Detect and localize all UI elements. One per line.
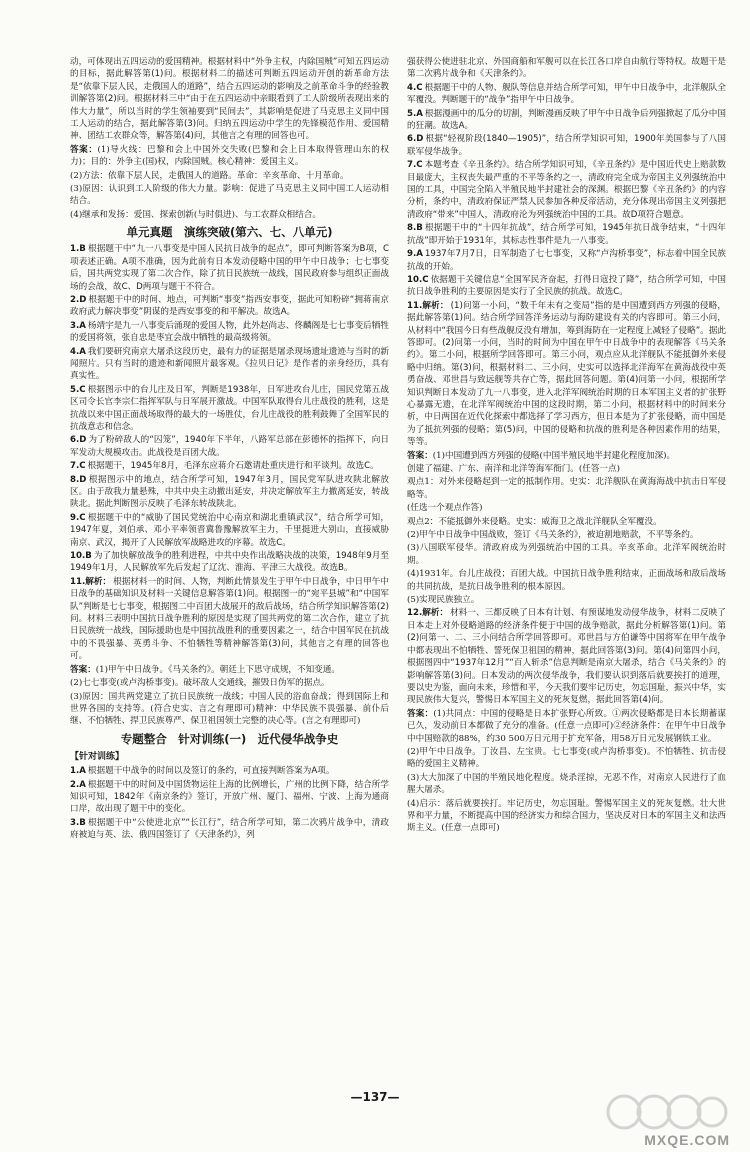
question-number: 9.C [70,512,86,523]
question-explanation: 根据题干中的时间、地点，可判断“事变”指西安事变，据此可知粉碎“拥蒋南京政府武力解决事变”阴谋的是西安事变的和平解决。故选A。 [70,294,389,318]
section-title: 单元真题 演练突破(第六、七、八单元) [126,225,333,240]
question-item [70,434,389,459]
answer-text: (5)实现民族独立。 [407,595,480,606]
answer-text: (1)导火线：巴黎和会上中国外交失败(巴黎和会上日本取得管理山东的权力)；目的：外争主(国)权，内除国贼。核心精神：爱国主义。 [70,144,389,168]
answer-text: (2)方法：依靠下层人民，走俄国人的道路。革命：辛亥革命、十月革命。 [70,170,349,181]
answer-label: 答案： [407,708,434,719]
question-number: 11.解析： [70,576,112,587]
question-explanation: 根据题干中的“十四年抗战”，结合所学可知，1945年抗日战争结束，“十四年抗战”即开始于1931年，其标志性事件是九一八事变。 [407,223,726,246]
answer-item [70,677,389,689]
answer-text: (4)继承和发扬：爱国、探索创新(与时俱进)、与工农群众相结合。 [70,209,321,220]
answer-item [70,170,389,182]
answer-item [407,450,726,462]
answer-item [407,542,726,567]
question-explanation: 根据题干中的时间及中国货物运往上海的比例增长，广州的比例下降，结合所学知识可知，1842年《南京条约》签订，开放广州、厦门、福州、宁波、上海为通商口岸，故出现了题干中的变化。 [70,779,389,815]
question-explanation: 为了粉碎敌人的“囚笼”，1940年下半年，八路军总部在彭德怀的指挥下，向日军发动大规模攻击。此战役是百团大战。 [70,435,389,458]
answer-text: (3)大大加深了中国的半殖民地化程度。烧杀淫掠，无恶不作，对南京人民进行了血腥大屠杀。 [407,772,726,796]
question-explanation: 材料一、三都反映了日本有计划、有预谋地发动侵华战争，材料二反映了日本走上对外侵略道路的经济条件便于中国的战争赔款，据此分析解答第(1)问。第(2)问第一、二、三小问结合所学回答即可。邓世昌与方伯谦等中国将军在甲午战争中都表现出不怕牺牲、誓死保卫祖国的精神，据此回答第(3)问。第(4)问第四小问，根据图四中“1937年12月”“百人斩杀”信息判断是南京大屠杀，结合《马关条约》的影响解答第(3)问。日本发动的两次侵华战争，我们要认识到落后就要挨打的道理，要以史为鉴，面向未来，珍惜和平，今天我们要牢记历史，勿忘国耻，振兴中华，实现民族伟大复兴，警惕日本军国主义的死灰复燃，据此回答第(4)问。 [407,608,726,706]
question-item [407,607,726,706]
question-number: 7.C [70,461,86,472]
question-number: 1.A [70,766,86,777]
question-item [407,248,726,273]
question-item [70,243,389,293]
question-item [70,460,389,472]
question-explanation: 根据题干，1945年8月，毛泽东应蒋介石邀请赴重庆进行和平谈判。故选C。 [87,461,379,472]
answer-text: 观点2：不能抵御外来侵略。史实：威海卫之战北洋舰队全军覆没。 [407,516,662,527]
question-item [70,576,389,663]
answer-text: (1)中国遭到西方列强的侵略(中国半殖民地半封建化程度加深)。 [432,450,676,461]
answer-text: (任选一个观点作答) [407,503,483,514]
answer-item [407,798,726,835]
question-explanation: 依据题干关键信息“全国军民齐奋起，打得日寇投了降”，结合所学可知，中国抗日战争胜利的主要原因是实行了全民族的抗战。故选C。 [407,274,726,298]
question-number: 6.D [70,435,87,446]
question-item [70,765,389,777]
question-explanation: (1)问第一小问，“数千年未有之变局”指的是中国遭到西方列强的侵略，据此解答第(1)问。结合所学回答洋务运动与海防建设有关的内容即可。第三小问，从材料中“我国今日有些战舰反没有增加，筹到海防在一定程度上减轻了侵略”。据此答即可。(2)问第一小问，当时的时间为中国在甲午中日战争中的表现解答《马关条约》。第二小问，根据所学回答即可。第三小问，观点应从北洋舰队不能抵御外来侵略中归纳。第(3)问，根据材料二、三小问，史实可以选择北洋海军在黄海战役中英勇奋战、邓世昌与致远舰等共存亡等，据此回答问题。第(4)问第一小问，根据所学知识判断日本发动了九一八事变，进入北洋军阀统治时期的日本军国主义者的扩张野心暴露无遗，在北洋军阀统治中国的这段时期，第二小问，根据材料中的时间来分析，中日两国在近代化探索中都选择了学习西方，但日本是为了扩张侵略，而中国是为了抵抗列强的侵略；第(5)问，中国的侵略和抗战的胜利是各种因素作用的结果，等等。 [407,300,726,448]
question-explanation: 根据“轻视阶段(1840—1905)”，结合所学知识可知，1900年美国参与了八国联军侵华战争。 [407,134,726,157]
question-explanation: 根据题干中“九一八事变是中国人民抗日战争的起点”，即可判断答案为B项，C项表述正确。A项不准确，因为此前有日本发动侵略中国的甲午中日战争；七七事变后，国共两党实现了第二次合作，除了抗日民族统一战线，国民政府参与组织正面战场的会战，故C、D两项与题干不符合。 [70,244,389,292]
answer-item [70,183,389,208]
question-item [407,274,726,299]
answer-item [407,772,726,797]
question-explanation: 1937年7月7日，日军制造了七七事变，又称“卢沟桥事变”，标志着中国全民族抗战的开始。 [407,249,726,272]
question-item [407,82,726,107]
answer-item [407,476,726,501]
question-number: 10.B [70,551,92,562]
question-item [407,133,726,158]
question-item [407,108,726,133]
answer-item [70,664,389,676]
section-title: 专题整合 针对训练(一) 近代侵华战争史 [120,731,339,746]
answer-text: (1)甲午中日战争。《马关条约》。朝廷上下思守成规，不知变通。 [95,664,340,675]
answer-text: (2)甲午中日战争中国战败，签订《马关条约》，被迫割地赔款，不平等条约。 [407,530,699,541]
answer-text: (3)原因：认识到工人阶级的伟大力量。影响：促进了马克思主义同中国工人运动相结合。 [70,184,389,207]
question-explanation: 根据图示中的地点，结合所学可知，1947年3月，国民党军队进攻陕北解放区。由于敌我力量悬殊，中共中央主动撤出延安，并决定解放军主力撤离延安，转战陕北。据此判断图示反映了毛泽东转战陕北。 [70,474,389,510]
question-number: 2.A [70,779,86,790]
answer-text: (3)八国联军侵华。清政府成为列强统治中国的工具。辛亥革命。北洋军阀统治时期。 [407,543,726,566]
section-tag: 【针对训练】 [70,751,125,762]
question-number: 4.C [407,82,423,93]
question-item [70,550,389,575]
answer-item [70,691,389,728]
paragraph: 强获得公使进驻北京、外国商船和军舰可以在长江各口岸自由航行等特权。故题干是第二次鸦片战争和《天津条约》。 [407,57,726,80]
two-column-body [70,56,726,1096]
question-number: 5.A [407,108,423,119]
watermark-text: MXQE.COM [644,1132,730,1148]
question-item [70,512,389,549]
answer-text: 观点1：对外来侵略起到一定的抵制作用。史实：北洋舰队在黄海海战中抗击日军侵略等。 [407,477,726,500]
question-explanation: 根据图示中的台儿庄及日军，判断是1938年，日军进攻台儿庄，国民党第五战区司令长官李宗仁指挥军队与日军展开激战。中国军队取得台儿庄战役的胜利，这是抗战以来中国正面战场取得的最大的一场胜仗，台儿庄战役的胜利鼓舞了全国军民的抗战意志和信念。 [70,384,389,432]
question-explanation: 我们要研究南京大屠杀这段历史，最有力的证据是屠杀现场遗址遗迹与当时的新闻照片。只有当时的遗迹和新闻照片最客观。《拉贝日记》是作者的亲身经历，具有真实性。 [70,346,389,382]
question-number: 2.D [70,294,87,305]
answer-item [407,502,726,514]
question-explanation: 为了加快解放战争的胜利进程，中共中央作出战略决战的决策，1948年9月至1949年1月，人民解放军先后发起了辽沈、淮海、平津三大战役。故选B。 [70,551,389,574]
answer-label: 答案： [407,450,433,461]
answer-text: (4)启示：落后就要挨打。牢记历史，勿忘国耻。警惕军国主义的死灰复燃。壮大世界和平力量，不断提高中国的经济实力和综合国力，坚决反对日本的军国主义和法西斯主义。(任意一点即可) [407,798,726,834]
question-number: 3.A [70,320,86,331]
question-number: 5.C [70,384,86,395]
answer-item [407,708,726,745]
question-item [70,474,389,511]
answer-label: 答案： [70,664,96,675]
question-item [70,346,389,383]
question-number: 8.D [70,474,87,485]
question-number: 3.B [70,817,86,828]
question-explanation: 根据漫画中的瓜分的切割，判断漫画反映了甲午中日战争后列强掀起了瓜分中国的狂潮。故选A。 [407,108,726,132]
answer-item [70,209,389,221]
question-number: 9.A [407,249,423,260]
page-number: —137— [350,1090,400,1104]
left-column [70,56,389,1096]
question-explanation: 本题考查《辛丑条约》。结合所学知识可知，《辛丑条约》是中国近代史上赔款数目最庞大，主权丧失最严重的不平等条约之一，清政府完全成为帝国主义列强统治中国的工具，中国完全陷入半殖民地半封建社会的深渊。根据巴黎《辛丑条约》的内容分析，条约中，清政府保证严禁人民参加各种反帝活动，充分体现出帝国主义列强把清政府“带来”中国人，清政府沦为列强统治中国的工具。故D项符合题意。 [407,160,726,220]
question-explanation: 根据题干中“公使进北京”“长江行”，结合所学可知，第二次鸦片战争中，清政府被迫与英、法、俄四国签订了《天津条约》，列 [70,817,389,841]
answer-text: (2)七七事变(或卢沟桥事变)。破坏敌人交通线，摧毁日伪军的据点。 [70,678,330,689]
right-column [407,56,726,1096]
paragraph: 动，可体现出五四运动的爱国精神。根据材料中“外争主权，内除国贼”可知五四运动的目标，据此解答第(1)问。根据材料二的描述可判断五四运动开创的新革命方法是“依靠下层人民，走俄国人的道路”，结合五四运动的影响及之前革命斗争的经验教训解答第(2)问。根据材料三中“由于在五四运动中亲眼看到了工人阶级所表现出来的伟大力量”，所以当时的学生领袖要到“民间去”，其影响是促进了马克思主义同中国工人运动的结合，据此解答第(3)问。归纳五四运动中学生的先锋模范作用、爱国精神、团结工农群众等，解答第(4)问，其他言之有理的回答也可。 [70,57,389,142]
answer-text: (4)1931年。台儿庄战役；百团大战。中国抗日战争胜利结束，正面战场和敌后战场的共同抗战，是抗日战争胜利的根本原因。 [407,569,726,592]
answer-text: (1)共同点：中国的侵略是日本扩张野心所致。①两次侵略都是日本长期蓄谋已久，发动前日本都做了充分的准备。(任意一点即可)②经济条件：在甲午中日战争中中国赔款的88%，约30 500万日元用于扩充军备，用58万日元发展钢铁工业。 [407,708,726,744]
question-number: 11.解析： [407,300,449,311]
answer-item [407,568,726,593]
question-explanation: 根据题干中的人物、舰队等信息并结合所学可知，甲午中日战争中，北洋舰队全军覆没。判断题干的“战争”指甲午中日战争。 [407,82,726,106]
question-explanation: 杨靖宇是九一八事变后涌现的爱国人物，此外赵尚志、佟麟阁是七七事变后牺牲的爱国将领，张自忠是枣宜会战中牺牲的最高级将领。 [70,320,389,344]
answer-item [407,516,726,528]
question-number: 10.C [407,274,429,285]
answer-item [407,463,726,475]
question-number: 12.解析： [407,608,449,619]
question-item [407,159,726,221]
question-number: 1.B [70,244,86,255]
answer-label: 答案： [70,144,98,155]
question-explanation: 根据题干中战争的时间以及签订的条约，可直接判断答案为A项。 [87,766,335,777]
question-number: 7.C [407,160,423,171]
question-item [407,222,726,247]
question-item [70,320,389,345]
question-item [70,779,389,816]
answer-item [70,144,389,169]
question-item [407,300,726,449]
question-explanation: 根据题干中的“威胁了国民党统治中心南京和湖北重镇武汉”，结合所学可知，1947年夏，刘伯承、邓小平率领晋冀鲁豫解放军主力，千里挺进大别山，直接威胁南京、武汉，揭开了人民解放军战略进攻的序幕。故选C。 [70,512,389,548]
answer-text: (2)甲午中日战争。丁汝昌、左宝贵。七七事变(或卢沟桥事变)。不怕牺牲、抗击侵略的爱国主义精神。 [407,746,726,770]
question-item [70,294,389,319]
answer-item [407,594,726,606]
question-number: 8.B [407,223,423,234]
answer-text: (3)原因：国共两党建立了抗日民族统一战线；中国人民的浴血奋战；得到国际上和世界各国的支持等。(符合史实、言之有理即可)精神：中华民族不畏强暴、前仆后继、不怕牺牲、捍卫民族尊严、保卫祖国领土完整的决心等。(言之有理即可) [70,691,389,727]
answer-text: 创建了福建、广东、南洋和北洋等海军衙门。(任答一点) [407,464,620,474]
question-number: 4.A [70,346,86,357]
question-item [70,384,389,434]
question-number: 6.D [407,134,424,145]
question-explanation: 根据材料一的时间、人物，判断此情景发生于甲午中日战争，中日甲午中日战争的基础知识及材料一关键信息解答第(1)问。根据图一的“宛平县城”和“中国军队”判断是七七事变，根据图二中百团大战展开的敌后战场，结合所学知识解答第(2)问。材料三表明中国抗日战争胜利的原因是实现了国共两党的第二次合作，建立了抗日民族统一战线，国际援助也是中国抗战胜利的重要因素之一，结合中国军民在抗战中的不畏强暴、英勇斗争、不怕牺牲等精神解答第(3)问，其他言之有理的回答也可。 [70,576,389,662]
answer-item [407,529,726,541]
answer-item [407,746,726,771]
question-item [70,817,389,842]
